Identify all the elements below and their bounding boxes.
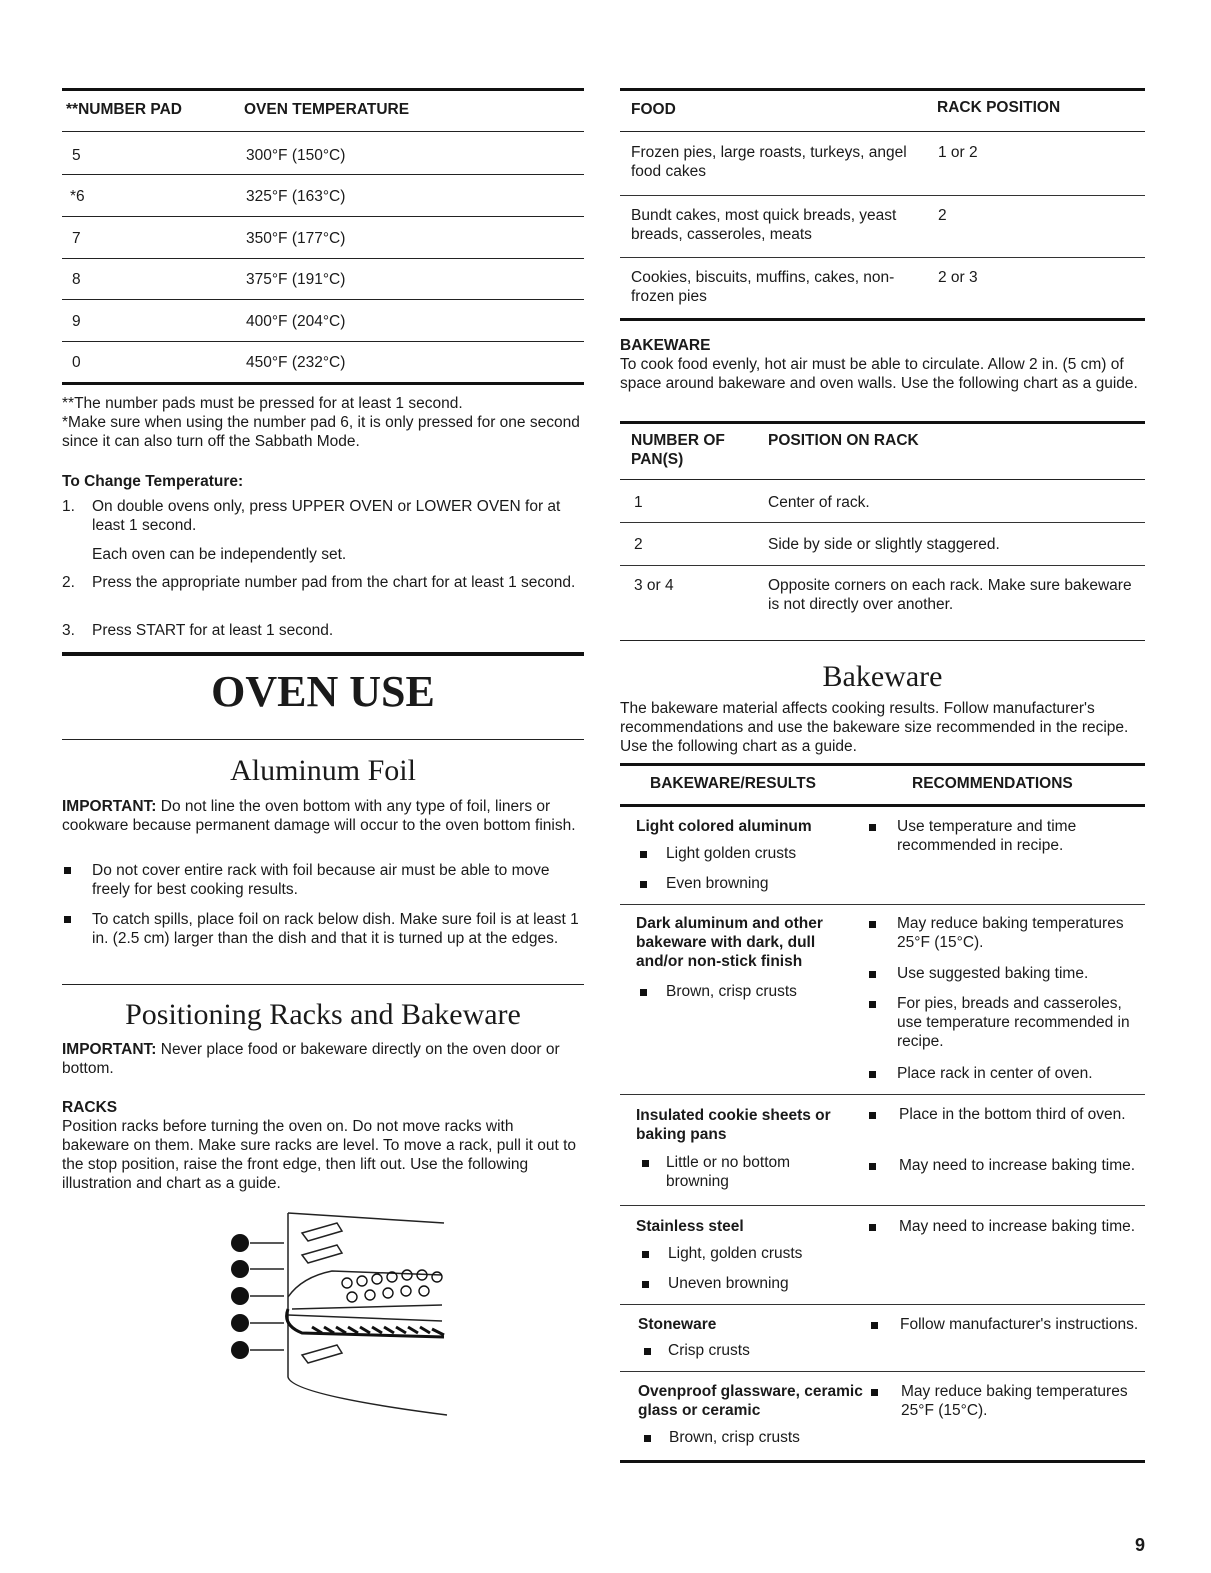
important-text: Do not line the oven bottom with any type of foil, liners or cookware because permanent damage will occur to the oven bottom finish.	[62, 798, 576, 834]
bullet-icon	[64, 867, 71, 874]
table-cell: Cookies, biscuits, muffins, cakes, non-frozen pies	[631, 269, 895, 305]
recommendation-item: May reduce baking temperatures 25°F (15°C).	[901, 1383, 1128, 1419]
bullet-icon	[869, 971, 876, 978]
bakeware-table-header-results: BAKEWARE/RESULTS	[650, 775, 816, 792]
bakeware-text: The bakeware material affects cooking results. Follow manufacturer's recommendations and use the bakeware size recommended in the recipe. Use the following chart as a guide.	[620, 700, 1129, 755]
bullet-icon	[869, 1163, 876, 1170]
bullet-icon	[644, 1435, 651, 1442]
result-item: Little or no bottom browning	[666, 1154, 791, 1190]
section-rule	[62, 984, 584, 985]
bullet-icon	[64, 916, 71, 923]
bullet-icon	[871, 1389, 878, 1396]
bullet-icon	[869, 1071, 876, 1078]
bullet-icon	[642, 1160, 649, 1167]
recommendation-item: Follow manufacturer's instructions.	[900, 1316, 1139, 1333]
bakeware-title: Bakeware	[822, 660, 943, 693]
bakeware-name: Stainless steel	[636, 1218, 744, 1235]
table-bottom-rule	[620, 1460, 1145, 1463]
pan-table-header-rule	[620, 479, 1145, 480]
table-cell: Center of rack.	[768, 494, 870, 511]
recommendation-item: Place in the bottom third of oven.	[899, 1106, 1126, 1123]
row-divider	[62, 258, 584, 259]
table-cell: 2 or 3	[938, 269, 978, 286]
table-bottom-rule	[620, 318, 1145, 321]
bullet-icon	[642, 1251, 649, 1258]
table-cell: 2	[634, 536, 643, 553]
row-divider	[620, 195, 1145, 196]
step-subtext: Each oven can be independently set.	[92, 546, 347, 563]
racks-heading: RACKS	[62, 1099, 118, 1116]
step-number: 1.	[62, 498, 75, 515]
result-item: Brown, crisp crusts	[666, 983, 797, 1000]
table-cell: 1	[634, 494, 643, 511]
table-top-rule	[62, 88, 584, 91]
table-cell: *6	[70, 188, 85, 205]
table-cell: 1 or 2	[938, 144, 978, 161]
table-cell: 325°F (163°C)	[246, 188, 346, 205]
result-item: Light, golden crusts	[668, 1245, 803, 1262]
table-cell: 375°F (191°C)	[246, 271, 346, 288]
table-top-rule	[620, 421, 1145, 424]
temp-table-header-pad: **NUMBER PAD	[66, 101, 182, 118]
list-item: Do not cover entire rack with foil because air must be able to move freely for best cooking results.	[92, 862, 550, 898]
bakeware-name: Dark aluminum and other bakeware with dark, dull and/or non-stick finish	[636, 915, 823, 970]
step-text: Press START for at least 1 second.	[92, 622, 334, 639]
table-cell: 8	[72, 271, 81, 288]
row-divider	[62, 341, 584, 342]
table-cell: Opposite corners on each rack. Make sure bakeware is not directly over another.	[768, 577, 1132, 613]
result-item: Uneven browning	[668, 1275, 789, 1292]
aluminum-foil-important	[62, 797, 584, 835]
table-cell: 2	[938, 207, 947, 224]
step-text: Press the appropriate number pad from the chart for at least 1 second.	[92, 574, 576, 591]
row-divider	[620, 565, 1145, 566]
bakeware-table-header-rule	[620, 804, 1145, 807]
rack-front	[287, 1309, 444, 1337]
recommendation-item: May need to increase baking time.	[899, 1218, 1136, 1235]
recommendation-item: May reduce baking temperatures 25°F (15°C).	[897, 915, 1124, 951]
bullet-icon	[869, 1112, 876, 1119]
bullet-icon	[869, 824, 876, 831]
row-divider	[620, 1304, 1145, 1305]
table-top-rule	[620, 763, 1145, 766]
section-rule	[62, 739, 584, 740]
section-rule	[62, 652, 584, 656]
oven-outline	[250, 1213, 447, 1415]
temp-table-note-2: *Make sure when using the number pad 6, it is only pressed for one second since it can also turn off the Sabbath Mode.	[62, 414, 580, 450]
table-cell: 450°F (232°C)	[246, 354, 346, 371]
row-divider	[62, 216, 584, 217]
recommendation-item: For pies, breads and casseroles, use temperature recommended in recipe.	[897, 995, 1130, 1050]
positioning-title: Positioning Racks and Bakeware	[125, 998, 521, 1031]
result-item: Crisp crusts	[668, 1342, 750, 1359]
rack-table-header-food: FOOD	[631, 101, 676, 118]
table-cell: 0	[72, 354, 81, 371]
bakeware-heading: BAKEWARE	[620, 337, 711, 354]
table-cell: Frozen pies, large roasts, turkeys, angel food cakes	[631, 144, 907, 180]
step-text: On double ovens only, press UPPER OVEN or LOWER OVEN for at least 1 second.	[92, 498, 561, 534]
bullet-icon	[871, 1322, 878, 1329]
rack-number-icons	[231, 1234, 249, 1359]
recommendation-item: May need to increase baking time.	[899, 1157, 1136, 1174]
change-temp-heading: To Change Temperature:	[62, 473, 244, 490]
table-cell: 400°F (204°C)	[246, 313, 346, 330]
bakeware-name: Ovenproof glassware, ceramic glass or ceramic	[638, 1383, 863, 1419]
table-bottom-rule	[620, 640, 1145, 641]
result-item: Brown, crisp crusts	[669, 1429, 800, 1446]
pan-table-header-pos: POSITION ON RACK	[768, 432, 919, 449]
bullet-icon	[869, 921, 876, 928]
row-divider	[620, 1094, 1145, 1095]
step-number: 2.	[62, 574, 75, 591]
bullet-icon	[640, 881, 647, 888]
table-cell: 3 or 4	[634, 577, 674, 594]
rack-table-header-rule	[620, 131, 1145, 132]
table-cell: 5	[72, 147, 81, 164]
rack-illustration	[222, 1205, 450, 1420]
bakeware-name: Light colored aluminum	[636, 818, 812, 835]
temp-table-header-temp: OVEN TEMPERATURE	[244, 101, 410, 118]
table-cell: 350°F (177°C)	[246, 230, 346, 247]
table-cell: 300°F (150°C)	[246, 147, 346, 164]
table-cell: Bundt cakes, most quick breads, yeast breads, casseroles, meats	[631, 207, 897, 243]
bakeware-table-header-recs: RECOMMENDATIONS	[912, 775, 1073, 792]
recommendation-item: Place rack in center of oven.	[897, 1065, 1093, 1082]
bakeware-name: Insulated cookie sheets or baking pans	[636, 1107, 831, 1143]
row-divider	[620, 1371, 1145, 1372]
row-divider	[620, 904, 1145, 905]
row-divider	[620, 257, 1145, 258]
row-divider	[62, 299, 584, 300]
recommendation-item: Use temperature and time recommended in recipe.	[897, 818, 1077, 854]
result-item: Light golden crusts	[666, 845, 797, 862]
important-text: Never place food or bakeware directly on the oven door or bottom.	[62, 1041, 560, 1077]
table-cell: Side by side or slightly staggered.	[768, 536, 1000, 553]
bullet-icon	[640, 851, 647, 858]
bullet-icon	[869, 1001, 876, 1008]
bullet-icon	[642, 1281, 649, 1288]
bullet-icon	[644, 1348, 651, 1355]
temp-table-header-rule	[62, 131, 584, 132]
table-top-rule	[620, 88, 1145, 91]
bakeware-intro: To cook food evenly, hot air must be able to circulate. Allow 2 in. (5 cm) of space around bakeware and oven walls. Use the following chart as a guide.	[620, 356, 1138, 392]
recommendation-item: Use suggested baking time.	[897, 965, 1089, 982]
row-divider	[620, 1205, 1145, 1206]
table-cell: 9	[72, 313, 81, 330]
racks-text: Position racks before turning the oven on. Do not move racks with bakeware on them. Make sure racks are level. To move a rack, pull it out to the stop position, raise the front edge, then lift out. Use the following illustration and chart as a guide.	[62, 1118, 577, 1192]
important-label: IMPORTANT:	[62, 1041, 157, 1058]
list-item: To catch spills, place foil on rack below dish. Make sure foil is at least 1 in. (2.5 cm) larger than the dish and that it is turned up at the edges.	[92, 911, 579, 947]
important-label: IMPORTANT:	[62, 798, 157, 815]
aluminum-foil-title: Aluminum Foil	[230, 754, 416, 787]
pan-table-header-num: NUMBER OF PAN(S)	[631, 432, 725, 468]
bullet-icon	[869, 1224, 876, 1231]
positioning-important	[62, 1040, 584, 1078]
row-divider	[62, 174, 584, 175]
step-number: 3.	[62, 622, 75, 639]
temp-table-note-1: **The number pads must be pressed for at least 1 second.	[62, 395, 463, 412]
table-bottom-rule	[62, 382, 584, 385]
rack-table-header-position: RACK POSITION	[937, 99, 1061, 116]
cookie-pattern	[342, 1270, 442, 1302]
row-divider	[620, 522, 1145, 523]
result-item: Even browning	[666, 875, 769, 892]
bullet-icon	[640, 989, 647, 996]
table-cell: 7	[72, 230, 81, 247]
page-title: OVEN USE	[211, 667, 435, 716]
bakeware-name: Stoneware	[638, 1316, 717, 1333]
page-number: 9	[1135, 1535, 1146, 1555]
